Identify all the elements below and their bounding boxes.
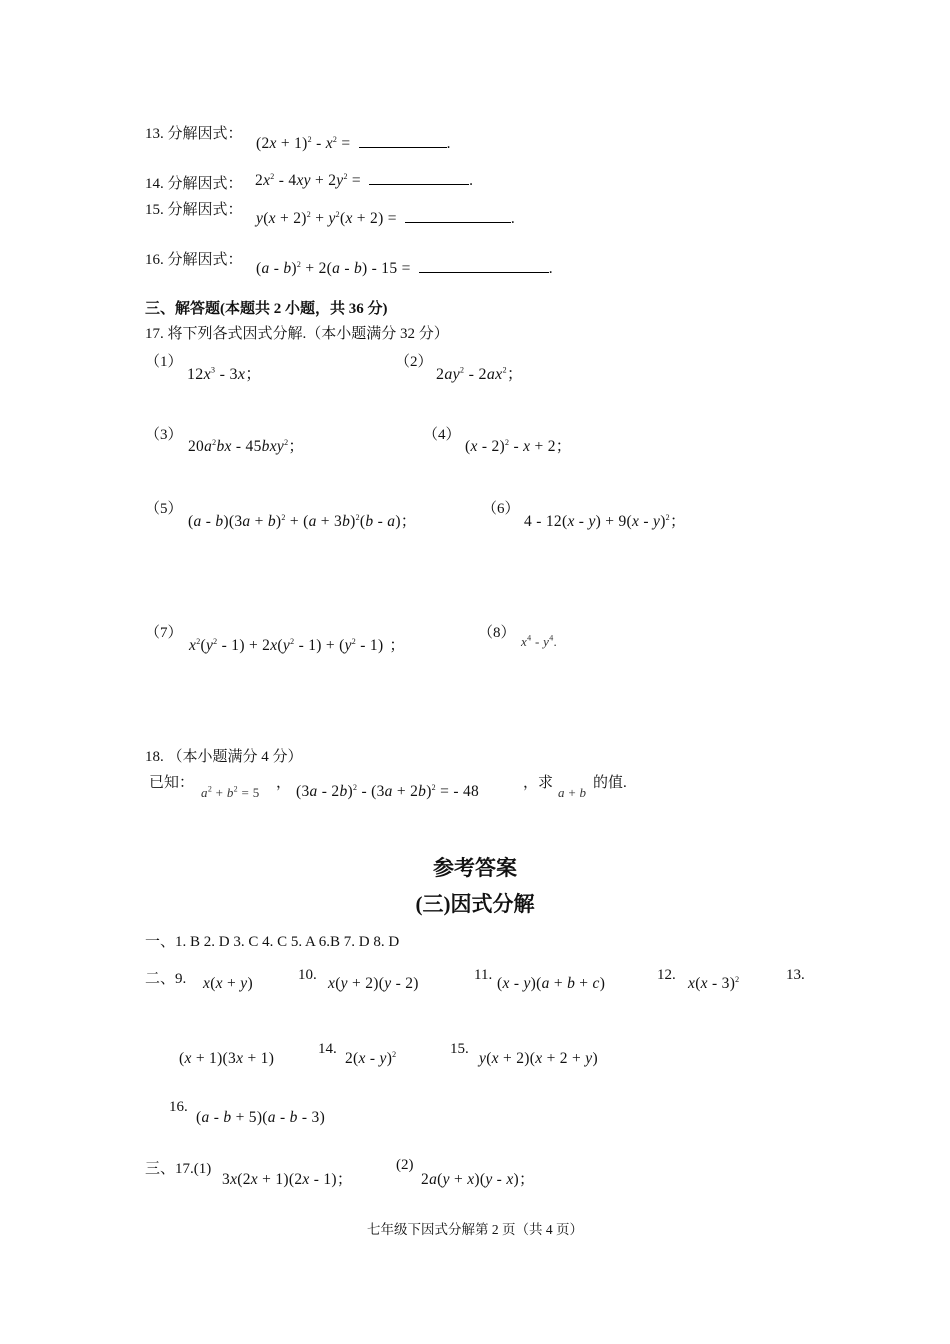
q18-stem: 18. （本小题满分 4 分） — [145, 749, 303, 765]
answer-12-num: 12. — [657, 967, 676, 983]
q17-part7-expr: $x^2(y^2 - 1) + 2x(y^2 - 1) + (y^2 - 1)$ ； — [189, 636, 406, 654]
q17-part4-expr: (x - 2)$^2$ - x + 2； — [465, 437, 572, 455]
answer-17-1: 3x(2x + 1)(2x - 1)； — [222, 1171, 353, 1188]
answers-title: 参考答案 — [433, 856, 517, 880]
q16-label: 16. 分解因式： — [145, 252, 243, 268]
q16-expression: (a - b)$^2$ + 2(a - b) - 15 = . — [256, 259, 553, 277]
q14-label: 14. 分解因式： — [145, 176, 243, 192]
q17-part1-expr: $12x^3 - 3x$； — [187, 365, 262, 383]
q18-condition2: $(3a - 2b)^2 - (3a + 2b)^2$ = - 48 — [296, 782, 480, 800]
q17-part8-expr: $x^4 - y^4$. — [521, 633, 558, 649]
q15-blank[interactable] — [405, 222, 511, 223]
q17-part8-num: （8） — [478, 625, 516, 641]
q17-part2-num: （2） — [395, 354, 433, 370]
q18-condition1: $a^2 + b^2 = 5$ — [201, 784, 260, 800]
q17-part3-num: （3） — [145, 427, 183, 443]
q15-expression: $y(x + 2)^2 + y^2(x + 2)$ = . — [256, 209, 516, 227]
q17-part2-expr: $2ay^2 - 2ax^2$； — [436, 365, 524, 383]
answer-10-num: 10. — [298, 967, 317, 983]
q13-label: 13. 分解因式： — [145, 126, 243, 142]
q17-part7-num: （7） — [145, 625, 183, 641]
answers-subtitle: (三)因式分解 — [415, 892, 535, 916]
q17-part5-num: （5） — [145, 501, 183, 517]
answer-17-2: 2a(y + x)(y - x)； — [421, 1171, 535, 1188]
answer-9: x(x + y) — [203, 975, 253, 992]
answer-16-num: 16. — [169, 1099, 188, 1115]
answer-13: (x + 1)(3x + 1) — [179, 1050, 275, 1067]
q14-blank[interactable] — [369, 184, 469, 185]
answer-17-2-num: (2) — [396, 1157, 414, 1173]
answer-14-num: 14. — [318, 1041, 337, 1057]
answer-15-num: 15. — [450, 1041, 469, 1057]
q15-label: 15. 分解因式： — [145, 202, 243, 218]
answer-16: (a - b + 5)(a - b - 3) — [196, 1109, 326, 1126]
answer-15: y(x + 2)(x + 2 + y) — [479, 1050, 598, 1067]
q13-blank[interactable] — [359, 147, 447, 148]
q18-target: a + b — [558, 785, 587, 800]
section3-heading: 三、解答题(本题共 2 小题，共 36 分) — [145, 301, 388, 317]
q18-comma: ， — [276, 775, 292, 791]
q17-stem: 17. 将下列各式因式分解.（本小题满分 32 分） — [145, 326, 449, 342]
q17-part3-expr: $20a^2bx - 45bxy^2$； — [188, 437, 305, 455]
q17-part4-num: （4） — [423, 427, 461, 443]
q13-expression: $(2x + 1)^2 - x^2$ = . — [256, 134, 451, 152]
q14-expression: $2x^2 - 4xy + 2y^2$ = . — [255, 171, 474, 189]
q17-part5-expr: $(a - b)(3a + b)^2 + (a + 3b)^2(b - a)$； — [188, 512, 417, 530]
answer-11: (x - y)(a + b + c) — [497, 975, 606, 992]
answer-13-num: 13. — [786, 967, 805, 983]
q17-part6-num: （6） — [482, 501, 520, 517]
answer-10: x(y + 2)(y - 2) — [328, 975, 419, 992]
answers-part1: 一、1. B 2. D 3. C 4. C 5. A 6.B 7. D 8. D — [145, 934, 400, 950]
q18-tail: 的值. — [593, 775, 627, 791]
q17-part6-expr: 4 - 12(x - y) + 9(x - y)$^2$； — [524, 512, 686, 530]
q18-ask: ，求 — [523, 775, 554, 791]
answers-part3-prefix: 三、17.(1) — [145, 1161, 212, 1177]
q16-blank[interactable] — [419, 272, 549, 273]
q18-known: 已知： — [149, 775, 195, 791]
page-footer: 七年级下因式分解第 2 页（共 4 页） — [367, 1222, 583, 1237]
answers-part2-prefix: 二、9. — [145, 971, 187, 987]
answer-12: x(x - 3)$^2$ — [688, 974, 740, 992]
answer-11-num: 11. — [474, 967, 493, 983]
q17-part1-num: （1） — [145, 354, 183, 370]
answer-14: 2(x - y)$^2$ — [345, 1049, 397, 1067]
